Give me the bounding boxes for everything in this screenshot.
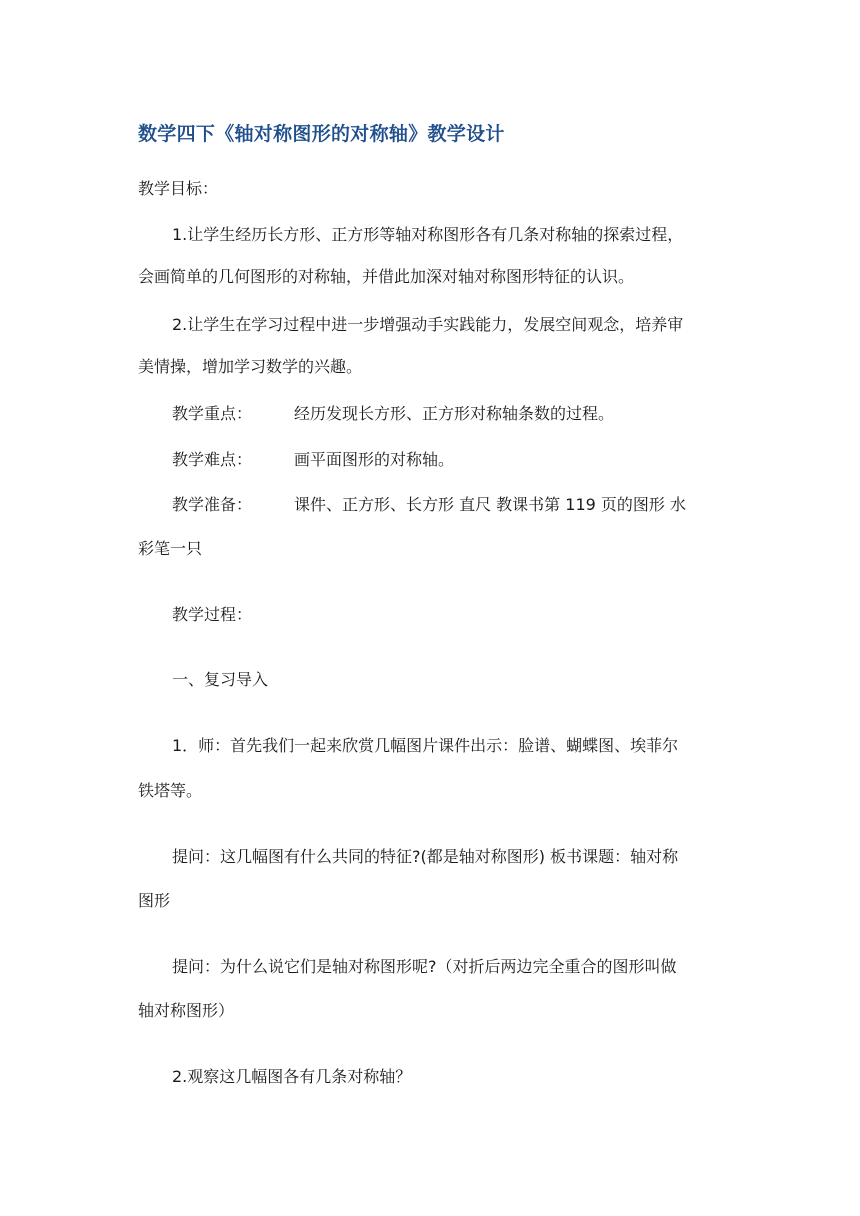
objective-2-line-1: 2.让学生在学习过程中进一步增强动手实践能力，发展空间观念，培养审 [172,315,684,334]
key-point-value: 经历发现长方形、正方形对称轴条数的过程。 [294,404,615,423]
objective-2-line-2: 美情操，增加学习数学的兴趣。 [138,357,363,376]
preparation-value-line-1: 课件、正方形、长方形 直尺 教课书第 119 页的图形 水 [294,495,686,514]
process-heading: 教学过程： [172,605,253,624]
step-2: 2.观察这几幅图各有几条对称轴？ [172,1067,412,1086]
difficulty-row [172,448,454,472]
preparation-label: 教学准备： [172,495,253,514]
objectives-heading: 教学目标： [138,179,219,198]
key-point-row [172,402,614,426]
objective-1-line-2: 会画简单的几何图形的对称轴，并借此加深对轴对称图形特征的认识。 [138,267,635,286]
question-1-line-2: 图形 [138,891,171,910]
key-point-label: 教学重点： [172,404,253,423]
difficulty-value: 画平面图形的对称轴。 [294,450,455,469]
section-1-heading: 一、复习导入 [172,670,269,689]
step-1-line-2: 铁塔等。 [138,781,203,800]
question-2-line-2: 轴对称图形） [138,1001,235,1020]
question-2-line-1: 提问：为什么说它们是轴对称图形呢?（对折后两边完全重合的图形叫做 [172,957,677,976]
question-1-line-1: 提问：这几幅图有什么共同的特征?(都是轴对称图形) 板书课题：轴对称 [172,847,679,866]
preparation-row [172,493,686,517]
objective-1-line-1: 1.让学生经历长方形、正方形等轴对称图形各有几条对称轴的探索过程， [172,225,684,244]
difficulty-label: 教学难点： [172,450,253,469]
preparation-value-line-2: 彩笔一只 [138,539,203,558]
step-1-line-1: 1．师：首先我们一起来欣赏几幅图片课件出示：脸谱、蝴蝶图、埃菲尔 [172,736,679,755]
document-title: 数学四下《轴对称图形的对称轴》教学设计 [138,123,505,145]
